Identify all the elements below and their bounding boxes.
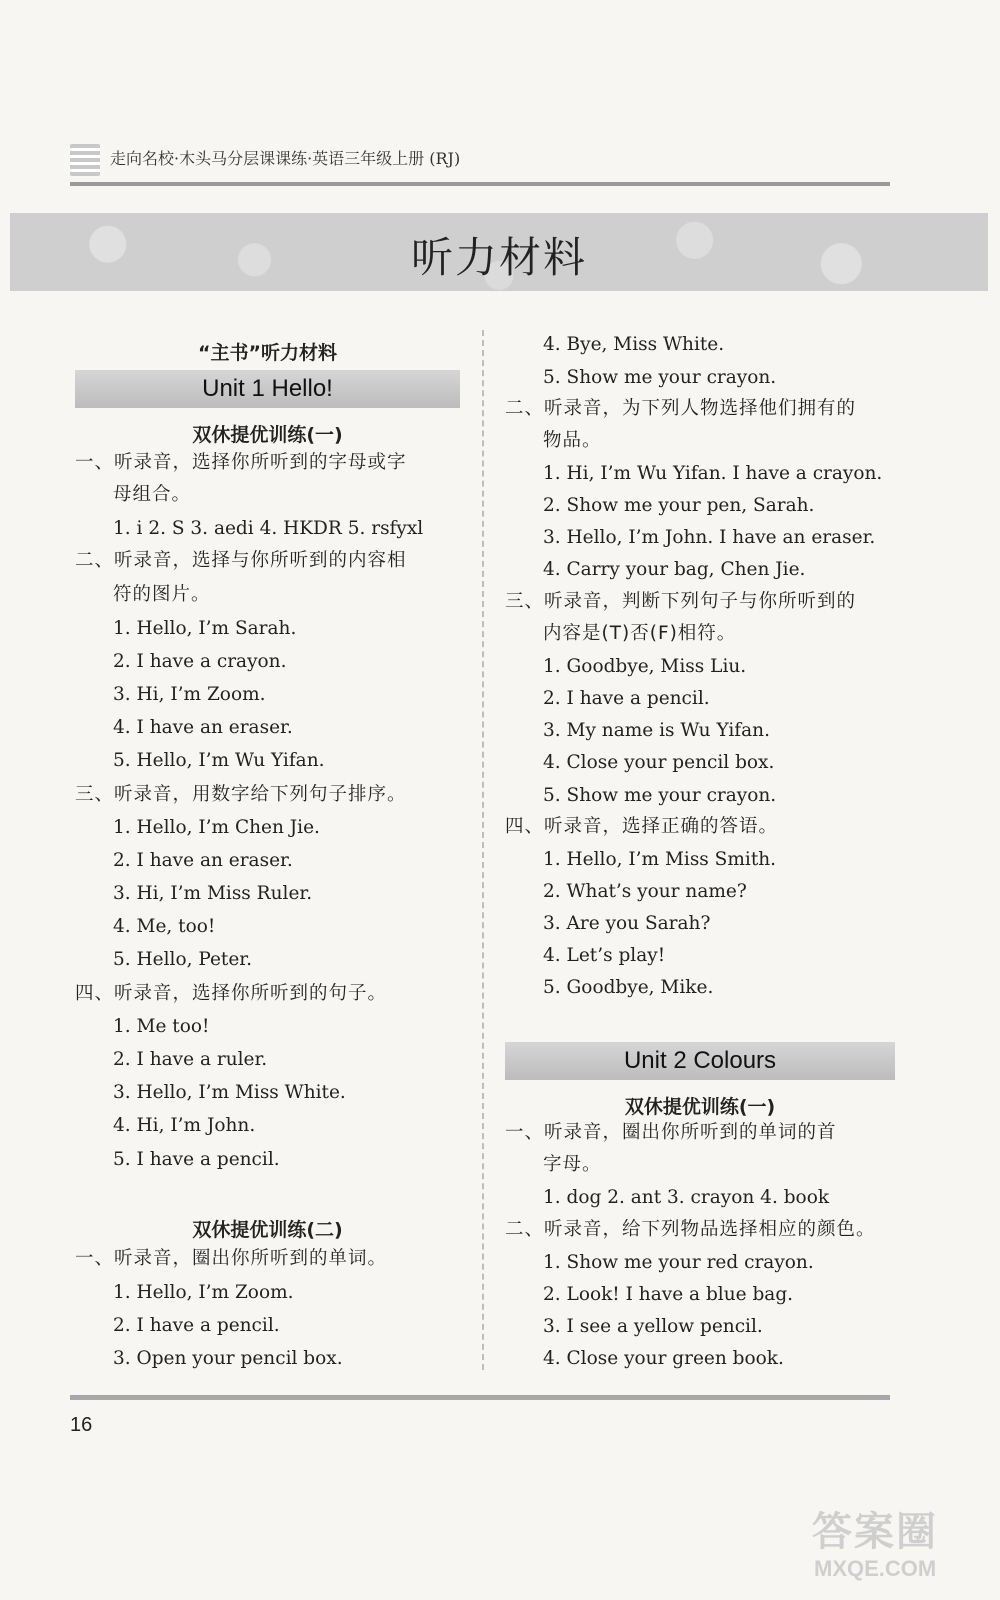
list-item: 2. What’s your name? [543, 881, 747, 902]
list-item: 5. Hello, Peter. [113, 949, 252, 970]
book-stack-icon [70, 144, 100, 176]
section-heading: 一、听录音，选择你所听到的字母或字 [75, 452, 407, 473]
list-item: 1. Hello, I’m Sarah. [113, 618, 297, 639]
list-item: 4. Let’s play! [543, 945, 666, 966]
list-item: 2. Show me your pen, Sarah. [543, 495, 815, 516]
list-item: 1. Hello, I’m Chen Jie. [113, 817, 320, 838]
banner-title: 听力材料 [410, 233, 587, 282]
list-item: 5. Goodbye, Mike. [543, 977, 714, 998]
list-item: 5. Show me your crayon. [543, 785, 777, 806]
watermark-url: MXQE.COM [814, 1556, 937, 1581]
section-heading-cont: 符的图片。 [113, 584, 211, 605]
list-item: 2. I have an eraser. [113, 850, 293, 871]
drill1-title: 双休提优训练(一) [624, 1096, 776, 1118]
list-item: 3. Hello, I’m Miss White. [113, 1082, 346, 1103]
section-heading-cont: 母组合。 [113, 484, 192, 505]
section-heading: 一、听录音，圈出你所听到的单词的首 [505, 1122, 837, 1143]
list-item: 3. Are you Sarah? [543, 913, 711, 934]
section-heading-cont: 字母。 [543, 1154, 602, 1175]
list-item: 5. I have a pencil. [113, 1149, 280, 1170]
list-item: 3. I see a yellow pencil. [543, 1316, 763, 1337]
answer-line: 1. dog 2. ant 3. crayon 4. book [543, 1187, 830, 1208]
running-title: 走向名校·木头马分层课课练·英语三年级上册 (RJ) [110, 149, 461, 168]
section-heading-cont: 物品。 [543, 430, 602, 451]
list-item: 2. I have a crayon. [113, 651, 287, 672]
section-heading: 一、听录音，圈出你所听到的单词。 [75, 1248, 388, 1269]
list-item: 2. I have a ruler. [113, 1049, 268, 1070]
list-item: 4. Close your green book. [543, 1348, 784, 1369]
list-item: 4. I have an eraser. [113, 717, 293, 738]
unit2-heading: Unit 2 Colours [505, 1042, 895, 1080]
list-item: 1. Goodbye, Miss Liu. [543, 656, 747, 677]
list-item: 2. I have a pencil. [113, 1315, 280, 1336]
list-item: 3. Hi, I’m Zoom. [113, 684, 266, 705]
footer-rule [70, 1395, 890, 1400]
unit1-heading: Unit 1 Hello! [75, 370, 460, 408]
page-number: 16 [70, 1414, 93, 1436]
list-item: 3. Open your pencil box. [113, 1348, 343, 1369]
list-item: 1. Me too! [113, 1016, 210, 1037]
section-heading: 二、听录音，选择与你所听到的内容相 [75, 550, 407, 571]
answer-line: 1. i 2. S 3. aedi 4. HKDR 5. rsfyxl [113, 518, 424, 539]
section-heading: 二、听录音，给下列物品选择相应的颜色。 [505, 1219, 876, 1240]
list-item: 1. Show me your red crayon. [543, 1252, 814, 1273]
section-heading: 四、听录音，选择你所听到的句子。 [75, 983, 388, 1004]
section-heading: 四、听录音，选择正确的答语。 [505, 816, 779, 837]
list-item: 4. Carry your bag, Chen Jie. [543, 559, 806, 580]
list-item: 5. Hello, I’m Wu Yifan. [113, 750, 325, 771]
book-title: “主书”听力材料 [198, 342, 337, 364]
list-item: 2. I have a pencil. [543, 688, 710, 709]
list-item: 4. Close your pencil box. [543, 752, 775, 773]
list-item: 1. Hello, I’m Zoom. [113, 1282, 294, 1303]
list-item: 4. Hi, I’m John. [113, 1115, 256, 1136]
list-item: 5. Show me your crayon. [543, 367, 777, 388]
section-heading-cont: 内容是(T)否(F)相符。 [543, 623, 737, 644]
list-item: 4. Me, too! [113, 916, 216, 937]
section-heading: 三、听录音，用数字给下列句子排序。 [75, 784, 407, 805]
list-item: 2. Look! I have a blue bag. [543, 1284, 794, 1305]
watermark-logo: 答案圈 [812, 1509, 938, 1555]
list-item: 1. Hi, I’m Wu Yifan. I have a crayon. [543, 463, 883, 484]
section-banner [10, 213, 988, 291]
running-header [70, 138, 890, 186]
section-heading: 三、听录音，判断下列句子与你所听到的 [505, 591, 857, 612]
list-item: 3. Hi, I’m Miss Ruler. [113, 883, 313, 904]
drill2-title: 双休提优训练(二) [192, 1219, 343, 1241]
list-item: 4. Bye, Miss White. [543, 334, 725, 355]
site-watermark [808, 1500, 978, 1590]
drill1-title: 双休提优训练(一) [192, 424, 343, 446]
list-item: 3. My name is Wu Yifan. [543, 720, 770, 741]
section-heading: 二、听录音，为下列人物选择他们拥有的 [505, 398, 857, 419]
list-item: 3. Hello, I’m John. I have an eraser. [543, 527, 876, 548]
list-item: 1. Hello, I’m Miss Smith. [543, 849, 777, 870]
column-divider [482, 330, 484, 1370]
